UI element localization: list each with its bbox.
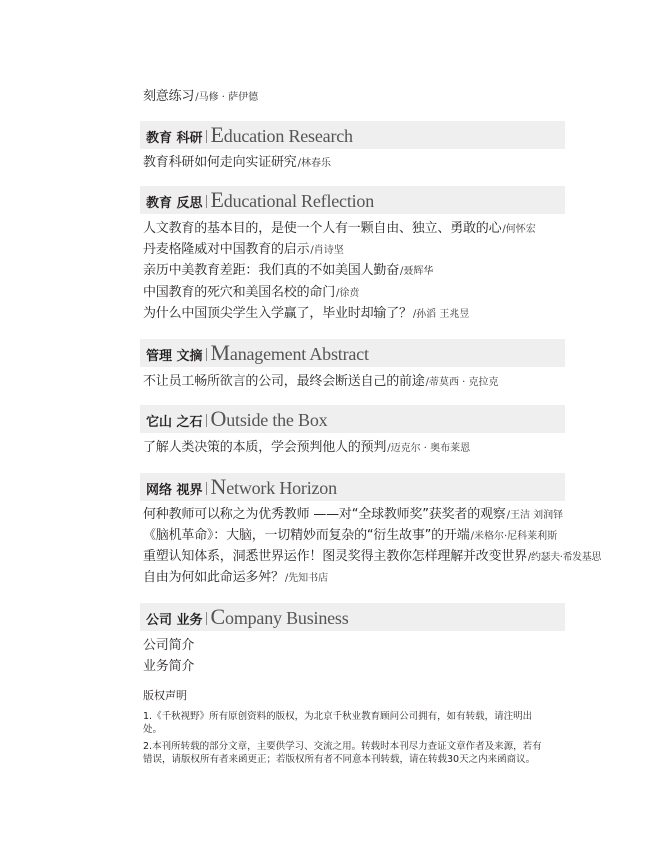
section-title-en: Outside the Box: [210, 406, 328, 431]
section-title-cn: 管理 文摘: [146, 349, 203, 364]
entry-author: /聂辉华: [400, 266, 434, 277]
section-title-cn: 教育 科研: [146, 131, 203, 146]
entry-text: [143, 152, 331, 175]
entry-text: [143, 504, 563, 527]
entry-title: 刻意练习: [143, 89, 195, 104]
copyright-item: 1.《千秋视野》所有原创资料的版权，为北京千秋业教育顾问公司拥有，如有转载，请注明出处。: [143, 711, 533, 735]
entry-title: 公司简介: [143, 638, 195, 653]
section-title-cn: 网络 视界: [146, 483, 203, 498]
entry-text: [143, 371, 499, 394]
section-header-management-abstract: [140, 339, 565, 367]
entry-author: /孙滔 王兆昱: [412, 309, 470, 320]
entry-author: /约瑟夫·希发基思: [528, 552, 601, 563]
entry-title: 教育科研如何走向实证研究: [143, 155, 297, 170]
entry-title: 《脑机革命》：大脑，一切精妙而复杂的“衍生故事”的开端: [143, 528, 470, 543]
entry-title: 为什么中国顶尖学生入学赢了，毕业时却输了？: [143, 306, 412, 321]
entry-text: [143, 86, 258, 109]
entry-author: /马修 · 萨伊德: [195, 92, 259, 103]
section-title-cn: 教育 反思: [146, 196, 203, 211]
entry-title: 何种教师可以称之为优秀教师 ——对“全球教师奖”获奖者的观察: [143, 507, 506, 522]
entry-text: [143, 239, 344, 262]
entry-title: 不让员工畅所欲言的公司，最终会断送自己的前途: [143, 374, 425, 389]
copyright-notice: [143, 688, 543, 770]
entry-title: 中国教育的死穴和美国名校的命门: [143, 285, 336, 300]
section-title-cn: 公司 业务: [146, 613, 203, 628]
entry-author: /先知书店: [284, 573, 329, 584]
section-title-en: Management Abstract: [210, 340, 369, 365]
section-header-educational-reflection: [140, 186, 565, 214]
entry-author: /肖诗坚: [310, 245, 344, 256]
entry-author: /迈克尔 · 奥布莱恩: [387, 443, 471, 454]
entry-author: /何怀宏: [502, 224, 536, 235]
section-title-en: Company Business: [210, 604, 349, 629]
section-header-education-research: [140, 121, 565, 149]
entry-title: 丹麦格隆威对中国教育的启示: [143, 242, 310, 257]
entry-text: [143, 656, 194, 678]
entry-text: [143, 546, 601, 569]
copyright-heading: 版权声明: [143, 689, 187, 702]
copyright-item: 2.本刊所转载的部分文章，主要供学习、交流之用。转载时本刊尽力查证文章作者及来源，若有错误，请版权所有者来函更正；若版权所有者不同意本刊转载，请在转载30天之内来函商议。: [143, 741, 542, 765]
entry-title: 重塑认知体系，洞悉世界运作！图灵奖得主教你怎样理解并改变世界: [143, 549, 528, 564]
section-title-en: Education Research: [210, 122, 353, 147]
entry-text: [143, 437, 470, 460]
entry-title: 人文教育的基本目的，是使一个人有一颗自由、独立、勇敢的心: [143, 221, 502, 236]
section-title-cn: 它山 之石: [146, 415, 203, 430]
entry-title: 亲历中美教育差距：我们真的不如美国人勤奋: [143, 263, 400, 278]
section-header-network-horizon: [140, 473, 565, 501]
section-title-en: Educational Reflection: [210, 187, 375, 212]
section-title-en: Network Horizon: [210, 474, 337, 499]
entry-author: /米格尔·尼科莱利斯: [470, 531, 558, 542]
entry-title: 业务简介: [143, 659, 195, 674]
section-header-outside-the-box: [140, 405, 565, 433]
entry-text: [143, 635, 194, 657]
entry-author: /蒂莫西 · 克拉克: [425, 377, 499, 388]
entry-text: [143, 525, 557, 548]
entry-title: 自由为何如此命运多舛？: [143, 570, 284, 585]
entry-author: /徐贲: [336, 288, 360, 299]
entry-text: [143, 303, 469, 326]
entry-author: /林春乐: [297, 158, 331, 169]
entry-text: [143, 260, 433, 283]
entry-text: [143, 282, 359, 305]
section-header-company-business: [140, 603, 565, 631]
entry-text: [143, 567, 328, 590]
entry-text: [143, 218, 536, 241]
entry-title: 了解人类决策的本质，学会预判他人的预判: [143, 440, 387, 455]
entry-author: /王洁 刘润铎: [506, 510, 564, 521]
